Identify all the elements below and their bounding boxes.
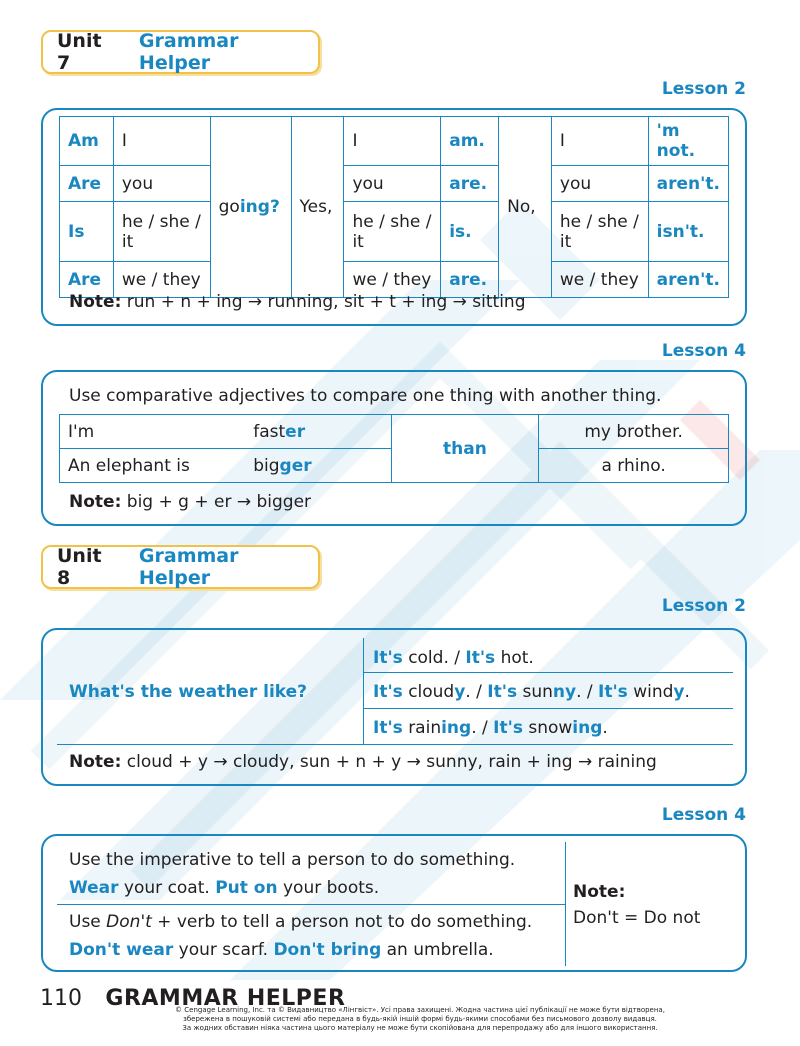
imperative-rule: Use the imperative to tell a person to do something. <box>69 850 516 870</box>
adj-ending: er <box>285 421 306 442</box>
its-label: It's <box>493 718 523 738</box>
imperative-verb: Wear <box>69 878 119 898</box>
separator: . <box>684 682 690 702</box>
weather-ending: ny <box>552 682 577 702</box>
going-ending: ing? <box>239 197 280 217</box>
separator: . / <box>576 682 599 702</box>
unit-8-label: Unit 8 <box>57 545 102 589</box>
imperative-note-label: Note: <box>573 882 626 902</box>
unit-8-lesson-4-label: Lesson 4 <box>661 805 746 825</box>
weather-note-divider <box>57 744 733 745</box>
footer-section-title: GRAMMAR HELPER <box>105 986 346 1011</box>
unit-7-lesson-2-note <box>69 292 526 312</box>
unit-7-lesson-2-panel <box>41 108 747 326</box>
neg-verb-cell: isn't. <box>648 202 728 262</box>
table-row <box>60 166 729 202</box>
its-label: It's <box>373 682 403 702</box>
unit-7-lesson-4-note <box>69 492 311 512</box>
short-verb-cell: are. <box>441 166 499 202</box>
neg-verb-cell: 'm not. <box>648 117 728 166</box>
subject-cell: you <box>113 166 210 202</box>
subject-cell: I <box>113 117 210 166</box>
weather-row-divider <box>363 708 733 709</box>
rule-text: Use <box>69 912 107 932</box>
adj-stem: fast <box>253 421 286 442</box>
comparatives-intro: Use comparative adjectives to compare one thing with another thing. <box>69 386 662 406</box>
table-row <box>60 117 729 166</box>
weather-word: cold. / <box>408 648 466 668</box>
example-text: an umbrella. <box>381 940 494 960</box>
weather-word: snow <box>528 718 573 738</box>
note-label: Note: <box>69 752 122 772</box>
weather-column-divider <box>363 638 364 744</box>
short-verb-cell: am. <box>441 117 499 166</box>
example-text: your scarf. <box>173 940 274 960</box>
short-subject-cell: we / they <box>344 262 441 298</box>
weather-word: sun <box>522 682 553 702</box>
neg-subject-cell: we / they <box>551 262 648 298</box>
unit-8-lesson-2-note <box>69 752 657 772</box>
separator: . / <box>471 718 494 738</box>
rule-dont: Don't <box>106 912 152 932</box>
neg-verb-cell: aren't. <box>648 262 728 298</box>
short-verb-cell: are. <box>441 262 499 298</box>
table-row <box>60 202 729 262</box>
unit-7-lesson-4-label: Lesson 4 <box>661 341 746 361</box>
weather-row-divider <box>363 672 733 673</box>
imperative-verb: Don't bring <box>273 940 382 960</box>
going-cell <box>210 117 291 298</box>
its-label: It's <box>465 648 496 668</box>
weather-answer-row <box>373 682 690 702</box>
comparative-object: my brother. <box>539 415 729 449</box>
unit-7-lesson-4-panel <box>41 370 747 526</box>
comparative-object: a rhino. <box>539 449 729 483</box>
imperative-verb: Don't wear <box>69 940 174 960</box>
negative-imperative-rule <box>69 912 532 932</box>
weather-word: cloud <box>408 682 455 702</box>
separator: . <box>602 718 608 738</box>
note-text: big + g + er → bigger <box>126 492 312 512</box>
its-label: It's <box>373 648 403 668</box>
yes-cell: Yes, <box>291 117 344 298</box>
unit-8-header <box>41 545 320 589</box>
unit-7-title: Grammar Helper <box>138 30 239 74</box>
aux-cell: Is <box>60 202 114 262</box>
weather-answer-row <box>373 718 608 738</box>
imperative-note-text: Don't = Do not <box>573 908 701 928</box>
neg-verb-cell: aren't. <box>648 166 728 202</box>
unit-8-lesson-4-panel <box>41 834 747 972</box>
aux-cell: Are <box>60 166 114 202</box>
neg-subject-cell: he / she / it <box>551 202 648 262</box>
copyright-line: збережена в пошуковій системі або передана в будь-якій іншій формі будь-якими способами без письмового дозволу видавця. <box>183 1015 657 1023</box>
its-label: It's <box>487 682 518 702</box>
copyright-notice <box>100 1006 740 1033</box>
comparative-subject: I'm <box>60 415 246 449</box>
separator: . / <box>465 682 488 702</box>
no-cell: No, <box>499 117 552 298</box>
weather-question: What's the weather like? <box>69 682 308 702</box>
unit-7-label: Unit 7 <box>57 30 102 74</box>
short-verb-cell: is. <box>441 202 499 262</box>
neg-subject-cell: I <box>551 117 648 166</box>
weather-word: wind <box>633 682 674 702</box>
comparatives-table <box>59 414 729 483</box>
unit-8-lesson-2-panel <box>41 628 747 786</box>
weather-word: hot. <box>500 648 534 668</box>
weather-ending: ing <box>441 718 472 738</box>
subject-cell: we / they <box>113 262 210 298</box>
short-subject-cell: I <box>344 117 441 166</box>
its-label: It's <box>598 682 628 702</box>
table-row <box>60 415 729 449</box>
weather-ending: y <box>673 682 685 702</box>
imperative-row-divider <box>57 904 565 905</box>
unit-8-title: Grammar Helper <box>138 545 239 589</box>
comparative-subject: An elephant is <box>60 449 246 483</box>
comparative-adjective <box>245 449 391 483</box>
aux-cell: Am <box>60 117 114 166</box>
subject-cell: he / she / it <box>113 202 210 262</box>
unit-8-lesson-2-label: Lesson 2 <box>661 596 746 616</box>
note-label: Note: <box>69 492 122 512</box>
weather-answer-row <box>373 648 534 668</box>
neg-subject-cell: you <box>551 166 648 202</box>
adj-ending: ger <box>279 455 312 476</box>
weather-ending: y <box>454 682 466 702</box>
short-subject-cell: he / she / it <box>344 202 441 262</box>
imperative-column-divider <box>565 842 566 966</box>
than-cell: than <box>391 415 539 483</box>
unit-7-lesson-2-label: Lesson 2 <box>661 79 746 99</box>
negative-imperative-example <box>69 940 494 960</box>
copyright-line: За жодних обставин ніяка частина цього матеріалу не може бути скопійована для перепродажу або для іншого використання. <box>182 1024 658 1032</box>
weather-word: rain <box>408 718 442 738</box>
present-continuous-question-table <box>59 116 729 298</box>
going-stem: go <box>218 197 240 217</box>
its-label: It's <box>373 718 403 738</box>
note-text: run + n + ing → running, sit + t + ing → sitting <box>126 292 526 312</box>
rule-text: + verb to tell a person not to do something. <box>151 912 533 932</box>
copyright-line: © Cengage Learning, Inc. та © Видавництво «Лінгвіст». Усі права захищені. Жодна частина цієї публікації не може бути відтворена, <box>175 1006 665 1014</box>
note-label: Note: <box>69 292 122 312</box>
page-number: 110 <box>40 986 82 1011</box>
adj-stem: big <box>253 455 280 476</box>
unit-7-header <box>41 30 320 74</box>
comparative-adjective <box>245 415 391 449</box>
short-subject-cell: you <box>344 166 441 202</box>
example-text: your boots. <box>277 878 380 898</box>
imperative-example <box>69 878 379 898</box>
example-text: your coat. <box>118 878 216 898</box>
imperative-verb: Put on <box>215 878 278 898</box>
weather-ending: ing <box>572 718 603 738</box>
aux-cell: Are <box>60 262 114 298</box>
note-text: cloud + y → cloudy, sun + n + y → sunny, rain + ing → raining <box>126 752 657 772</box>
